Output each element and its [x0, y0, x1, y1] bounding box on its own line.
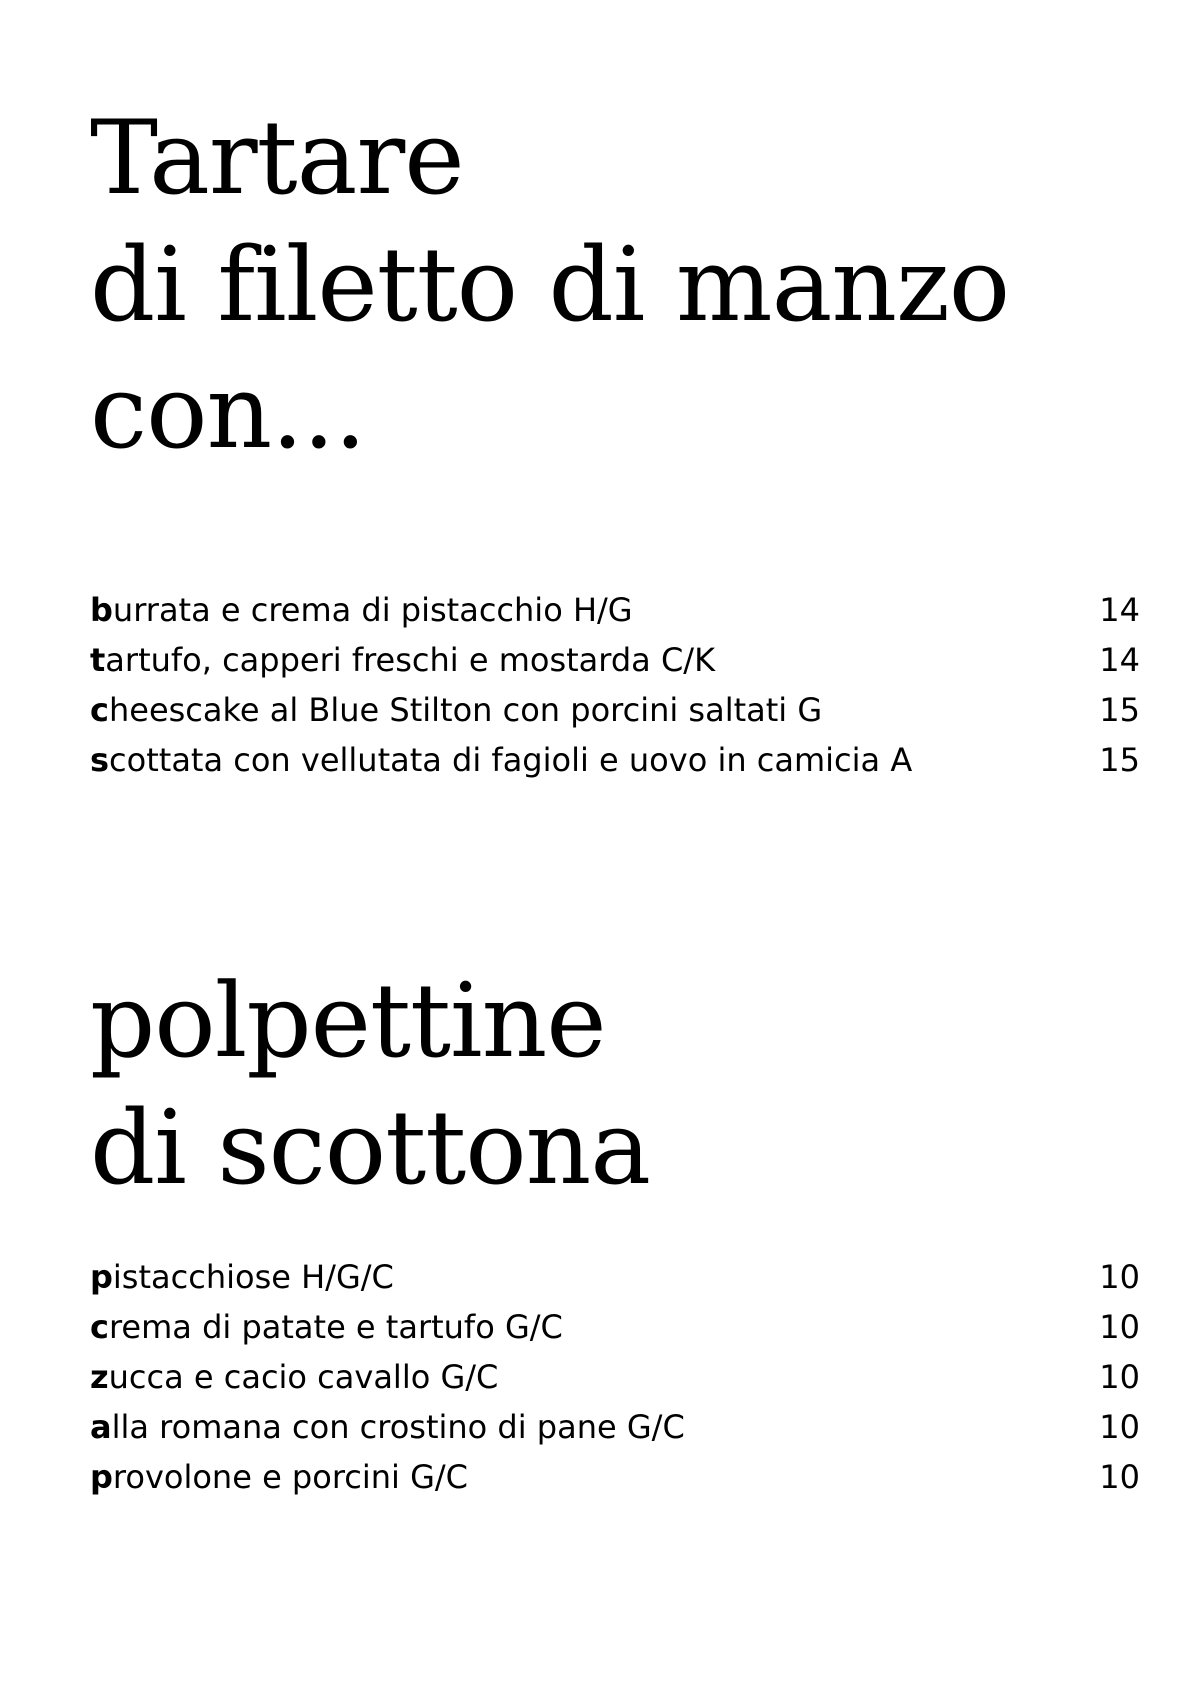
menu-item-name — [90, 1452, 468, 1502]
menu-item-description: artufo, capperi freschi e mostarda C/K — [105, 641, 716, 679]
menu-item-initial: t — [90, 641, 106, 679]
tartare-title — [90, 95, 1140, 476]
polpettine-menu-list — [90, 1252, 1140, 1502]
menu-item-name — [90, 1402, 685, 1452]
menu-item-name — [90, 1252, 394, 1302]
menu-item-name — [90, 735, 912, 785]
menu-item-description: ucca e cacio cavallo G/C — [108, 1358, 499, 1396]
menu-item-description: rovolone e porcini G/C — [112, 1458, 469, 1496]
menu-item — [90, 1452, 1140, 1502]
menu-item — [90, 1302, 1140, 1352]
tartare-title-line: di filetto di manzo — [90, 226, 1010, 345]
menu-item-description: rema di patate e tartufo G/C — [108, 1308, 563, 1346]
menu-item-name — [90, 1352, 498, 1402]
menu-item-initial: b — [90, 591, 113, 629]
menu-item-description: lla romana con crostino di pane G/C — [111, 1408, 685, 1446]
menu-item-price: 10 — [1099, 1258, 1140, 1296]
menu-item-initial: p — [90, 1458, 113, 1496]
polpettine-title — [90, 958, 1140, 1212]
menu-item-price: 10 — [1099, 1308, 1140, 1346]
tartare-title-line: Tartare — [90, 99, 464, 218]
polpettine-section-header — [90, 958, 1140, 1212]
menu-item-price: 10 — [1099, 1458, 1140, 1496]
menu-item-name — [90, 1302, 563, 1352]
menu-item — [90, 685, 1140, 735]
menu-item-name — [90, 635, 715, 685]
menu-item — [90, 735, 1140, 785]
polpettine-title-line: polpettine — [90, 962, 606, 1081]
menu-item-initial: c — [90, 1308, 109, 1346]
menu-item-initial: a — [90, 1408, 112, 1446]
menu-item — [90, 1402, 1140, 1452]
menu-item-initial: z — [90, 1358, 109, 1396]
polpettine-title-line: di scottona — [90, 1089, 651, 1208]
tartare-menu-list — [90, 585, 1140, 785]
menu-item-price: 14 — [1099, 641, 1140, 679]
tartare-title-line: con... — [90, 353, 366, 472]
menu-item-price: 15 — [1099, 691, 1140, 729]
menu-item-price: 14 — [1099, 591, 1140, 629]
menu-item-name — [90, 585, 633, 635]
menu-item — [90, 635, 1140, 685]
menu-item-initial: p — [90, 1258, 113, 1296]
menu-item-initial: c — [90, 691, 109, 729]
menu-item-price: 10 — [1099, 1408, 1140, 1446]
menu-item-price: 15 — [1099, 741, 1140, 779]
menu-item-price: 10 — [1099, 1358, 1140, 1396]
menu-item — [90, 585, 1140, 635]
menu-item-initial: s — [90, 741, 110, 779]
menu-item — [90, 1252, 1140, 1302]
menu-item — [90, 1352, 1140, 1402]
menu-item-description: istacchiose H/G/C — [112, 1258, 394, 1296]
menu-item-description: heescake al Blue Stilton con porcini saltati G — [108, 691, 823, 729]
menu-item-description: cottata con vellutata di fagioli e uovo in camicia A — [109, 741, 913, 779]
tartare-section-header — [90, 95, 1140, 476]
menu-item-description: urrata e crema di pistacchio H/G — [112, 591, 633, 629]
menu-item-name — [90, 685, 822, 735]
